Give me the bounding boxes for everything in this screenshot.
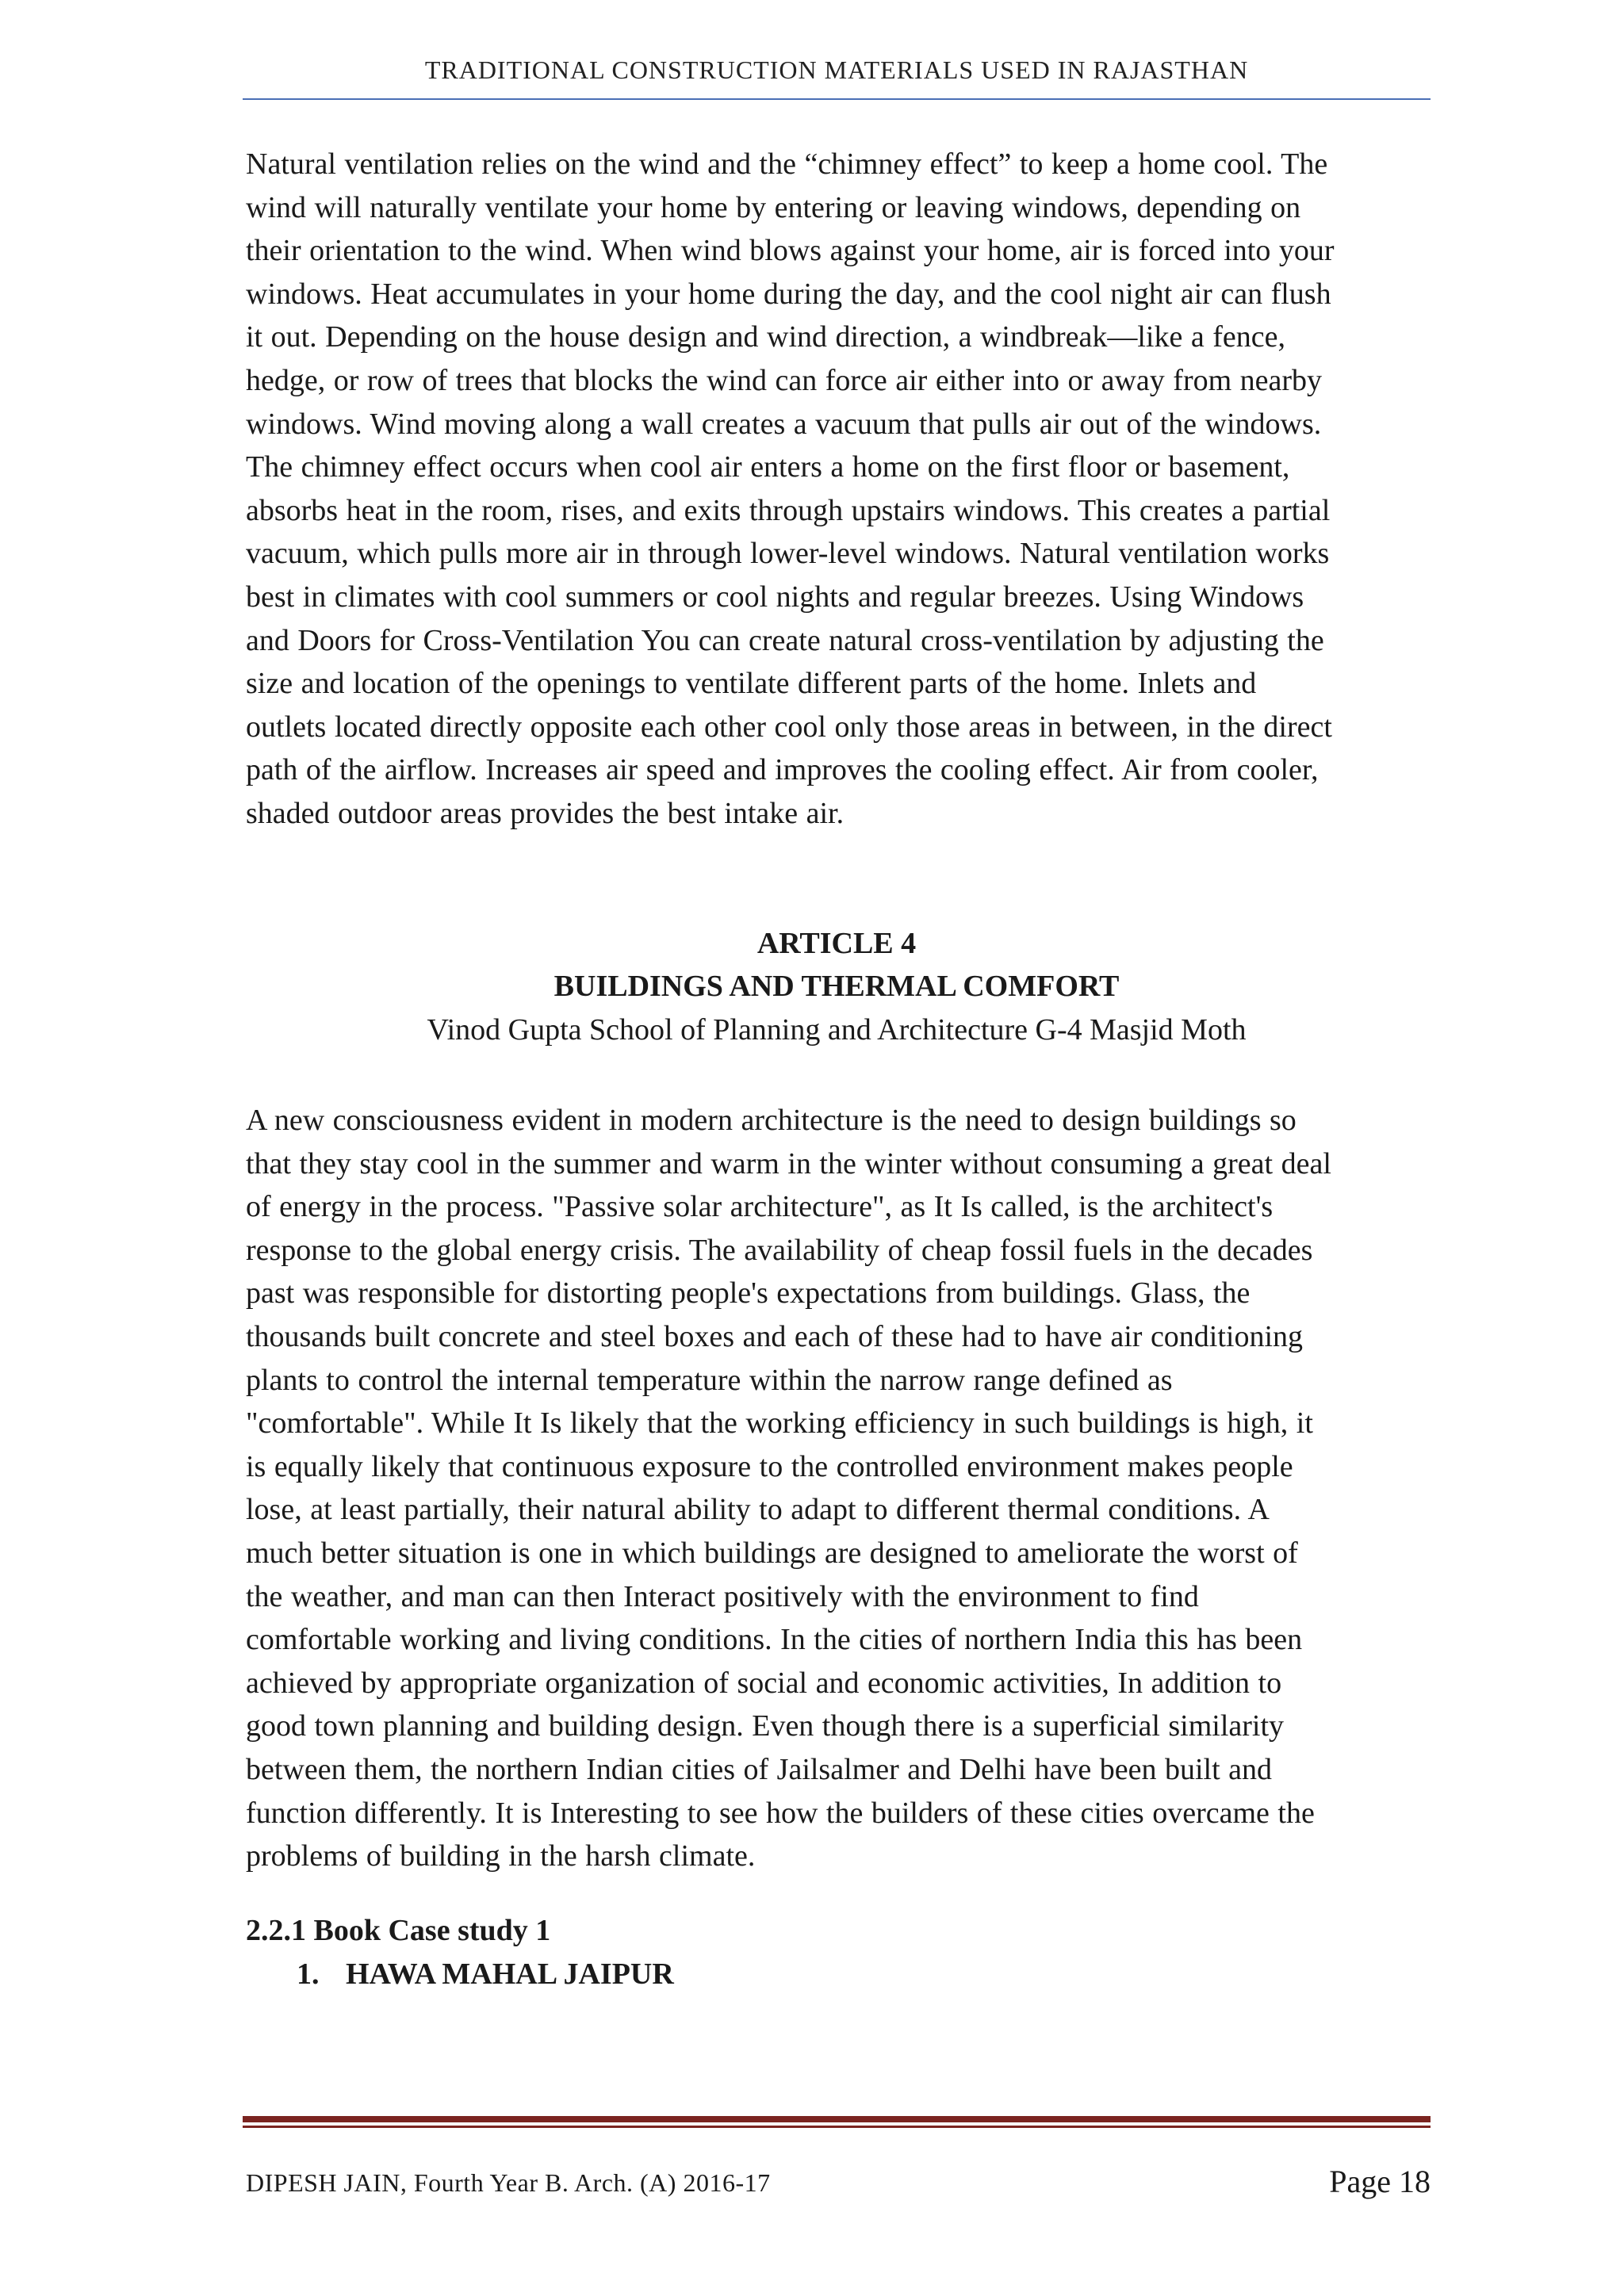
- article-affiliation: Vinod Gupta School of Planning and Architecture G-4 Masjid Moth: [427, 1013, 1247, 1047]
- article-number: ARTICLE 4: [756, 927, 917, 960]
- list-item: [297, 1953, 674, 1996]
- header-rule: [243, 98, 1431, 100]
- list-item-label: HAWA MAHAL JAIPUR: [346, 1957, 674, 1991]
- article-title: BUILDINGS AND THERMAL COMFORT: [553, 970, 1120, 1003]
- page-number: Page 18: [1329, 2164, 1431, 2199]
- footer-rule-thick: [243, 2116, 1431, 2122]
- list-item-number: 1.: [297, 1957, 320, 1991]
- body-paragraph-thermal-comfort: A new consciousness evident in modern architecture is the need to design buildings so that they stay cool in the summer and warm in the winter without consuming a great deal of energy in the process. "Passive solar architecture", as It Is called, is the architect's response to the global energy crisis. The availability of cheap fossil fuels in the decades past was responsible for distorting people's expectations from buildings. Glass, the thousands built concrete and steel boxes and each of these had to have air conditioning plants to control the internal temperature within the narrow range defined as "comfortable". While It Is likely that the working efficiency in such buildings is high, it is equally likely that continuous exposure to the controlled environment makes people lose, at least partially, their natural ability to adapt to different thermal conditions. A much better situation is one in which buildings are designed to ameliorate the worst of the weather, and man can then Interact positively with the environment to find comfortable working and living conditions. In the cities of northern India this has been achieved by appropriate organization of social and economic activities, In addition to good town planning and building design. Even though there is a superficial similarity between them, the northern Indian cities of Jailsalmer and Delhi have been built and function differently. It is Interesting to see how the builders of these cities overcame the problems of building in the harsh climate.: [246, 1104, 1331, 1873]
- footer-author-line: DIPESH JAIN, Fourth Year B. Arch. (A) 2016-17: [246, 2168, 771, 2197]
- body-paragraph-ventilation: Natural ventilation relies on the wind and the “chimney effect” to keep a home cool. The wind will naturally ventilate your home by entering or leaving windows, depending on their orientation to the wind. When wind blows against your home, air is forced into your windows. Heat accumulates in your home during the day, and the cool night air can flush it out. Depending on the house design and wind direction, a windbreak—like a fence, hedge, or row of trees that blocks the wind can force air either into or away from nearby windows. Wind moving along a wall creates a vacuum that pulls air out of the windows. The chimney effect occurs when cool air enters a home on the first floor or basement, absorbs heat in the room, rises, and exits through upstairs windows. This creates a partial vacuum, which pulls more air in through lower-level windows. Natural ventilation works best in climates with cool summers or cool nights and regular breezes. Using Windows and Doors for Cross-Ventilation You can create natural cross-ventilation by adjusting the size and location of the openings to ventilate different parts of the home. Inlets and outlets located directly opposite each other cool only those areas in between, in the direct path of the airflow. Increases air speed and improves the cooling effect. Air from cooler, shaded outdoor areas provides the best intake air.: [246, 147, 1335, 830]
- section-heading: 2.2.1 Book Case study 1: [246, 1914, 551, 1947]
- running-header: TRADITIONAL CONSTRUCTION MATERIALS USED IN RAJASTHAN: [424, 55, 1249, 84]
- footer-rule-thin: [243, 2126, 1431, 2128]
- article-heading-block: [243, 922, 1431, 1052]
